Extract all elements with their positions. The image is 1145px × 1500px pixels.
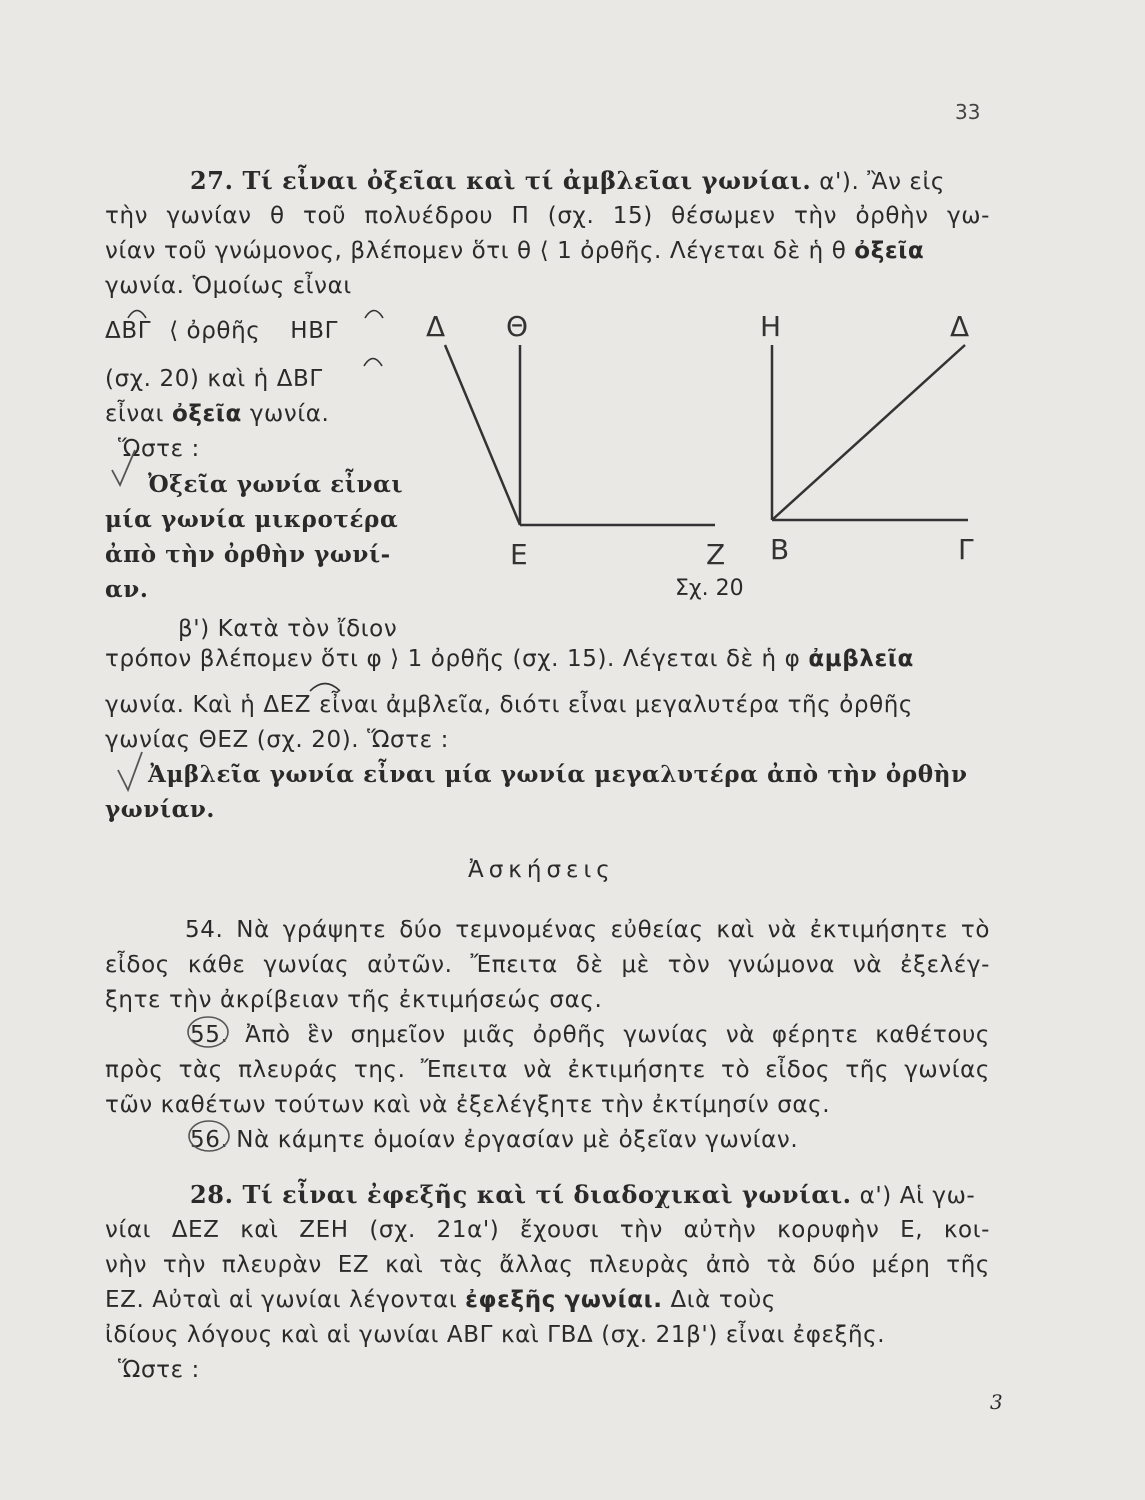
section-27-line-4: γωνία. Ὁμοίως εἶναι: [105, 273, 352, 299]
definition-obtuse-2: γωνίαν.: [105, 796, 216, 823]
fig-label-left-delta: Δ: [426, 310, 446, 343]
section-28-title: 28. Τί εἶναι ἐφεξῆς καὶ τί διαδοχικαὶ γωνίαι.: [190, 1180, 852, 1209]
term-oxeia: ὀξεῖα: [854, 238, 925, 264]
exercise-55-line-2: πρὸς τὰς πλευράς της. Ἔπειτα νὰ ἐκτιμήσητε τὸ εἶδος τῆς γωνίας: [105, 1057, 990, 1083]
section-27-line-6-text: (σχ. 20) καὶ ἡ: [105, 366, 269, 392]
exercise-54-line-2: εἶδος κάθε γωνίας αὐτῶν. Ἔπειτα δὲ μὲ τὸν γνώμονα νὰ ἐξελέγ-: [105, 952, 990, 978]
section-27-b-line-3-post: εἶναι ἀμβλεῖα, διότι εἶναι μεγαλυτέρα τῆς ὀρθῆς: [319, 692, 914, 718]
section-27-b-line-4: γωνίας ΘΕΖ (σχ. 20). Ὥστε :: [105, 727, 449, 753]
signature-mark: 3: [990, 1390, 1003, 1414]
circle-55: [188, 1017, 228, 1047]
line-delta-e: [445, 345, 520, 525]
section-28-line-4-post: Διὰ τοὺς: [670, 1287, 776, 1313]
less-than-right: ⟨ ὀρθῆς: [169, 318, 261, 344]
definition-obtuse-1: Ἀμβλεῖα γωνία εἶναι μία γωνία μεγαλυτέρα ἀπὸ τὴν ὀρθὴν: [148, 761, 968, 788]
definition-acute-3: ἀπὸ τὴν ὀρθὴν γωνί-: [105, 541, 391, 568]
section-27-line-8: Ὥστε :: [118, 436, 200, 462]
page-number: 33: [955, 100, 981, 124]
section-27-b-line-2-text: τρόπον βλέπομεν ὅτι φ ⟩ 1 ὀρθῆς (σχ. 15). Λέγεται δὲ ἡ φ: [105, 646, 801, 672]
section-28-line-4-pre: ΕΖ. Αὐταὶ αἱ γωνίαι λέγονται: [105, 1287, 458, 1313]
text-einai: εἶναι: [105, 401, 165, 427]
text-gonia: γωνία.: [249, 401, 330, 427]
definition-acute-4: αν.: [105, 576, 149, 603]
exercises-heading: Ἀσκήσεις: [468, 857, 615, 883]
figure-caption: Σχ. 20: [675, 576, 744, 601]
angle-dbg-2: ΔΒΓ: [276, 366, 323, 392]
section-27-b-line-3-pre: γωνία. Καὶ ἡ: [105, 692, 256, 718]
fig-label-beta: Β: [770, 533, 790, 566]
term-efexis: ἐφεξῆς γωνίαι.: [465, 1287, 663, 1313]
angle-dbg: ΔΒΓ: [105, 318, 152, 344]
angle-dez: ΔΕΖ: [263, 692, 312, 718]
angle-arc-3: [364, 359, 382, 367]
angle-arc-2: [365, 311, 383, 319]
angle-arc-1: [128, 311, 146, 319]
section-28-line-1-rest: α') Αἱ γω-: [859, 1183, 976, 1209]
circle-56: [189, 1121, 229, 1151]
section-27-title: 27. Τί εἶναι ὀξεῖαι καὶ τί ἀμβλεῖαι γωνίαι.: [190, 166, 812, 195]
definition-acute-2: μία γωνία μικροτέρα: [105, 506, 399, 533]
definition-acute-1: Ὀξεῖα γωνία εἶναι: [148, 471, 404, 498]
term-oxeia-2: ὀξεῖα: [171, 401, 242, 427]
section-28-line-2: νίαι ΔΕΖ καὶ ΖΕΗ (σχ. 21α') ἔχουσι τὴν αὐτὴν κορυφὴν Ε, κοι-: [105, 1217, 990, 1243]
fig-label-theta: Θ: [506, 310, 529, 343]
section-28-line-5: ἰδίους λόγους καὶ αἱ γωνίαι ΑΒΓ καὶ ΓΒΔ (σχ. 21β') εἶναι ἐφεξῆς.: [105, 1322, 886, 1348]
angle-arc-4: [310, 684, 340, 692]
exercise-54-line-1: 54. Νὰ γράψητε δύο τεμνομένας εὐθείας καὶ νὰ ἐκτιμήσητε τὸ: [185, 917, 990, 943]
section-27-line-3-text: νίαν τοῦ γνώμονος, βλέπομεν ὅτι θ ⟨ 1 ὀρθῆς. Λέγεται δὲ ἡ θ: [105, 238, 847, 264]
fig-label-epsilon: Ε: [510, 538, 528, 571]
section-28-line-3: νὴν τὴν πλευρὰν ΕΖ καὶ τὰς ἄλλας πλευρὰς ἀπὸ τὰ δύο μέρη τῆς: [105, 1252, 990, 1278]
fig-label-right-delta: Δ: [950, 310, 970, 343]
fig-label-gamma: Γ: [958, 533, 974, 566]
exercise-55-line-1: 55. Ἀπὸ ἓν σημεῖον μιᾶς ὀρθῆς γωνίας νὰ φέρητε καθέτους: [190, 1022, 990, 1048]
fig-label-zeta: Ζ: [706, 538, 726, 571]
section-27-line-2: τὴν γωνίαν θ τοῦ πολυέδρου Π (σχ. 15) θέσωμεν τὴν ὀρθὴν γω-: [105, 203, 990, 229]
check-mark-1: [112, 450, 135, 485]
term-amvleia: ἀμβλεῖα: [808, 646, 914, 672]
line-delta-b: [772, 345, 965, 520]
exercise-54-line-3: ξητε τὴν ἀκρίβειαν τῆς ἐκτιμήσεώς σας.: [105, 987, 603, 1013]
fig-label-eta: Η: [760, 310, 782, 343]
exercise-55-line-3: τῶν καθέτων τούτων καὶ νὰ ἐξελέγξητε τὴν ἐκτίμησίν σας.: [105, 1092, 831, 1118]
section-27-b-line-1: β') Κατὰ τὸν ἴδιον: [178, 616, 398, 642]
section-28-line-6: Ὥστε :: [118, 1357, 200, 1383]
angle-hbg: ΗΒΓ: [290, 318, 338, 344]
check-mark-2: [118, 752, 142, 790]
exercise-56-line-1: 56. Νὰ κάμητε ὁμοίαν ἐργασίαν μὲ ὀξεῖαν γωνίαν.: [190, 1127, 799, 1153]
section-27-line-1-rest: α'). Ἂν εἰς: [819, 169, 945, 195]
